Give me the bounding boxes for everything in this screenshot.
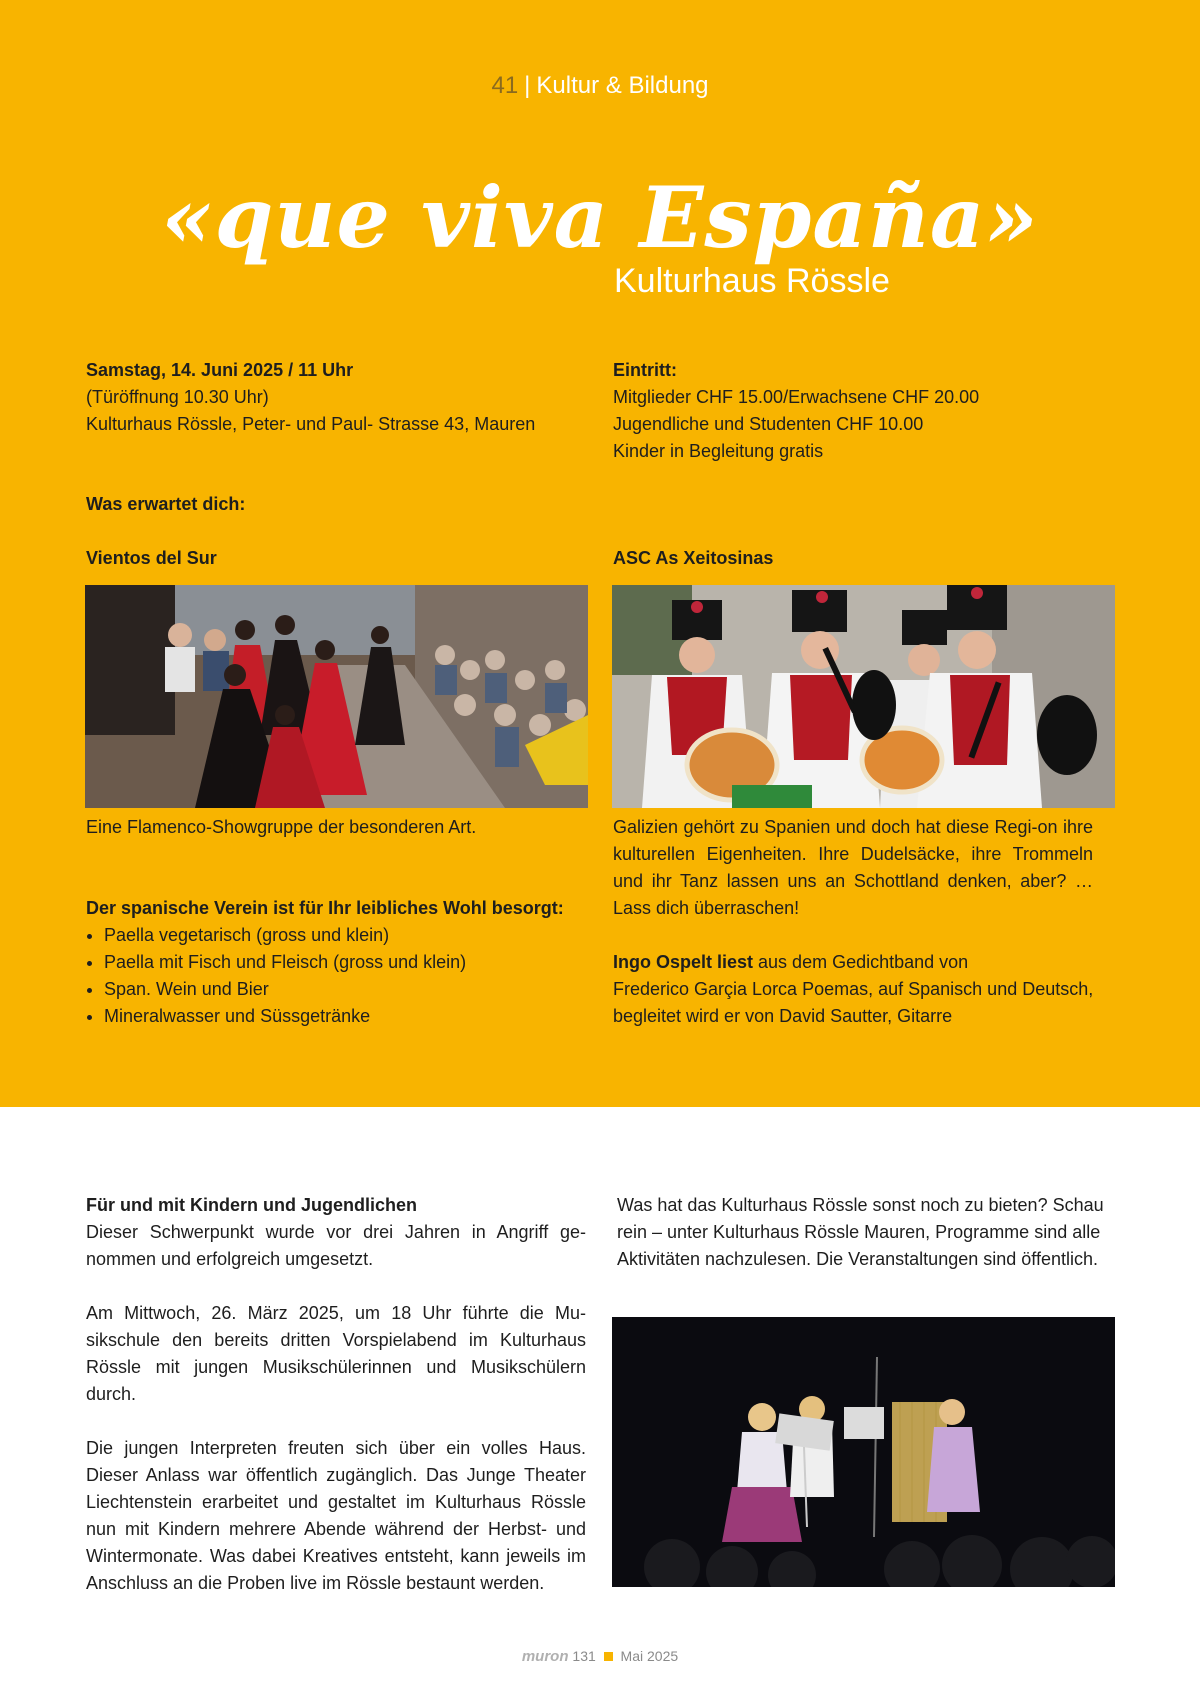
event-doors: (Türöffnung 10.30 Uhr) <box>86 387 269 407</box>
reading-lead: Ingo Ospelt liest <box>613 952 754 972</box>
food-item: • Mineralwasser und Süssgetränke <box>104 1003 586 1030</box>
header-separator: | <box>524 72 531 99</box>
offer-text: Was hat das Kulturhaus Rössle sonst noch zu bieten? Schau rein – unter Kulturhaus Rössle Mauren, Programme sind alle Aktivitäten nachzulesen. Die Veranstaltungen sind öffentlich. <box>617 1195 1104 1269</box>
act2-caption: Galizien gehört zu Spanien und doch hat diese Regi-on ihre kulturellen Eigenheiten. Ihre Dudelsäcke, ihre Trommeln und ihr Tanz lassen uns an Schottland denken, aber? … Lass dich überraschen! <box>613 817 1093 918</box>
food-heading: Der spanische Verein ist für Ihr leibliches Wohl besorgt: <box>86 898 564 918</box>
reading-text-2: Frederico Garçia Lorca Poemas, auf Spanisch und Deutsch, <box>613 979 1094 999</box>
footer-date: Mai 2025 <box>620 1648 679 1664</box>
food-item: • Paella mit Fisch und Fleisch (gross und klein) <box>104 949 586 976</box>
event-details <box>86 357 586 438</box>
footer-issue: 131 <box>572 1648 596 1664</box>
page-number: 41 <box>491 72 519 99</box>
bagpipers-photo <box>612 585 1115 808</box>
food-item: • Paella vegetarisch (gross und klein) <box>104 922 586 949</box>
section-title: Kultur & Bildung <box>536 72 709 99</box>
article-subtitle: Kulturhaus Rössle <box>614 262 890 300</box>
act1-name: Vientos del Sur <box>86 548 217 568</box>
page-footer <box>0 1648 1200 1665</box>
admission-heading: Eintritt: <box>613 360 677 380</box>
violin-concert-photo <box>612 1317 1115 1587</box>
reading-text-3: begleitet wird er von David Sautter, Gitarre <box>613 1006 953 1026</box>
food-section <box>86 895 586 1030</box>
flamenco-photo <box>85 585 588 808</box>
kids-section <box>86 1192 586 1597</box>
food-list <box>86 922 586 1030</box>
kids-paragraph-3: Die jungen Interpreten freuten sich über ein volles Haus. Dieser Anlass war öffentlich zugänglich. Das Junge Theater Liechtenstein erarbeitet und gestaltet im Kulturhaus Rössle nun mit Kindern mehrere Abende während der Herbst- und Wintermonate. Was dabei Kreatives entsteht, kann jeweils im Anschluss an die Proben live im Rössle bestaunt werden. <box>86 1438 586 1593</box>
admission-line-1: Mitglieder CHF 15.00/Erwachsene CHF 20.00 <box>613 387 980 407</box>
food-item: • Span. Wein und Bier <box>104 976 586 1003</box>
admission-line-2: Jugendliche und Studenten CHF 10.00 <box>613 414 924 434</box>
footer-square-icon <box>604 1652 613 1661</box>
footer-brand: muron <box>521 1648 569 1665</box>
kids-heading: Für und mit Kindern und Jugendlichen <box>86 1195 417 1215</box>
kids-paragraph-2: Am Mittwoch, 26. März 2025, um 18 Uhr führte die Mu-sikschule den bereits dritten Vorspielabend im Kulturhaus Rössle mit jungen Musikschülerinnen und Musikschülern durch. <box>86 1303 586 1404</box>
expect-heading: Was erwartet dich: <box>86 494 246 514</box>
admission-line-3: Kinder in Begleitung gratis <box>613 441 824 461</box>
page-header <box>0 72 1200 100</box>
act1-caption: Eine Flamenco-Showgruppe der besonderen Art. <box>86 817 477 837</box>
admission-info <box>613 357 1123 465</box>
reading-text-1: aus dem Gedichtband von <box>753 952 969 972</box>
reading-section <box>613 949 1113 1030</box>
act2-name: ASC As Xeitosinas <box>613 548 774 568</box>
article-title: «que viva España» <box>161 168 1039 267</box>
event-location: Kulturhaus Rössle, Peter- und Paul- Strasse 43, Mauren <box>86 414 536 434</box>
event-date: Samstag, 14. Juni 2025 / 11 Uhr <box>86 360 354 380</box>
kids-paragraph-1: Dieser Schwerpunkt wurde vor drei Jahren in Angriff ge-nommen und erfolgreich umgesetzt. <box>86 1222 586 1269</box>
